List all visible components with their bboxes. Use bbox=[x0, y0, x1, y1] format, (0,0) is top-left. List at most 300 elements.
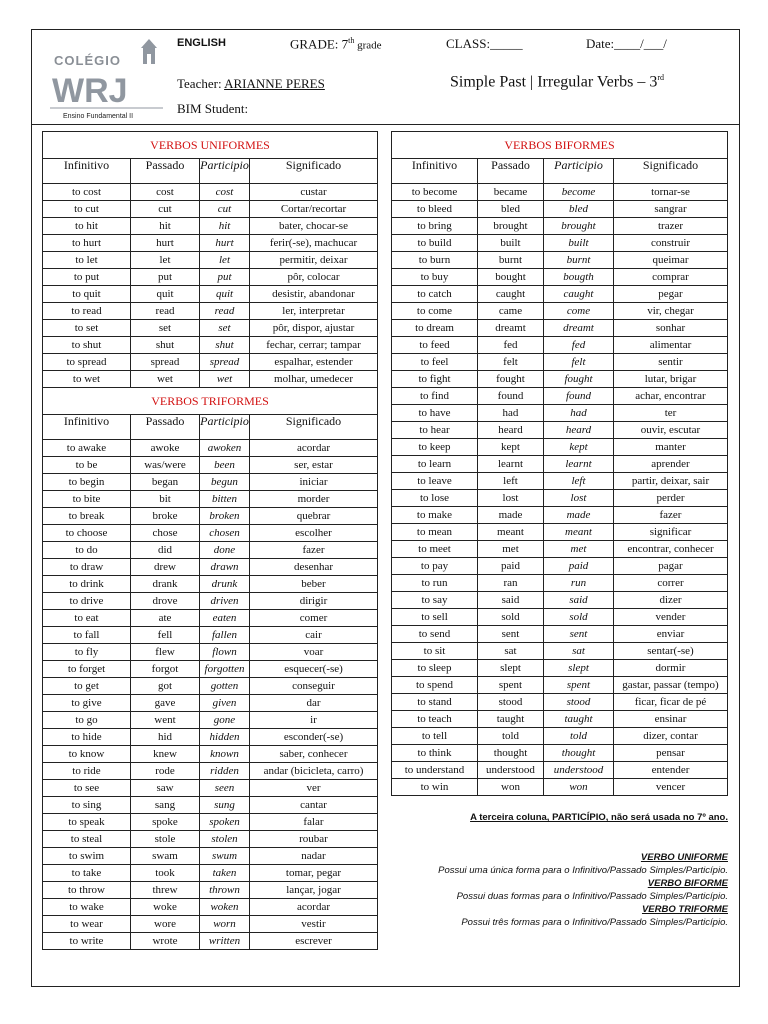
column-header: Passado bbox=[131, 159, 200, 184]
teacher-label: Teacher: ARIANNE PERES bbox=[177, 76, 325, 91]
verb-row bbox=[43, 882, 378, 899]
past-cell: drank bbox=[131, 576, 200, 593]
infinitive-cell: to quit bbox=[43, 286, 131, 303]
meaning-cell: dormir bbox=[614, 660, 728, 677]
past-cell: felt bbox=[478, 354, 544, 371]
column-header: Participio bbox=[544, 159, 614, 184]
meaning-cell: dizer, contar bbox=[614, 728, 728, 745]
infinitive-cell: to go bbox=[43, 712, 131, 729]
participle-cell: begun bbox=[200, 474, 250, 491]
participle-cell: written bbox=[200, 933, 250, 950]
infinitive-cell: to tell bbox=[392, 728, 478, 745]
infinitive-cell: to leave bbox=[392, 473, 478, 490]
past-cell: told bbox=[478, 728, 544, 745]
verb-row bbox=[392, 354, 728, 371]
column-header-row bbox=[43, 159, 378, 184]
verb-row bbox=[43, 184, 378, 201]
note-uniforme-heading: VERBO UNIFORME bbox=[640, 852, 728, 863]
verb-row bbox=[392, 201, 728, 218]
verb-row bbox=[43, 593, 378, 610]
past-cell: wet bbox=[131, 371, 200, 388]
participle-cell: sold bbox=[544, 609, 614, 626]
infinitive-cell: to think bbox=[392, 745, 478, 762]
meaning-cell: dirigir bbox=[250, 593, 378, 610]
past-cell: drew bbox=[131, 559, 200, 576]
participle-cell: won bbox=[544, 779, 614, 796]
meaning-cell: acordar bbox=[250, 440, 378, 457]
past-cell: was/were bbox=[131, 457, 200, 474]
verb-row bbox=[43, 712, 378, 729]
section-title: VERBOS UNIFORMES bbox=[43, 132, 378, 159]
participle-cell: dreamt bbox=[544, 320, 614, 337]
meaning-cell: comprar bbox=[614, 269, 728, 286]
infinitive-cell: to ride bbox=[43, 763, 131, 780]
meaning-cell: pagar bbox=[614, 558, 728, 575]
participle-cell: built bbox=[544, 235, 614, 252]
participle-cell: taken bbox=[200, 865, 250, 882]
infinitive-cell: to keep bbox=[392, 439, 478, 456]
verb-row bbox=[43, 644, 378, 661]
verb-row bbox=[392, 779, 728, 796]
infinitive-cell: to bleed bbox=[392, 201, 478, 218]
past-cell: read bbox=[131, 303, 200, 320]
past-cell: cut bbox=[131, 201, 200, 218]
column-header-row bbox=[392, 159, 728, 184]
participle-cell: chosen bbox=[200, 525, 250, 542]
participle-cell: hurt bbox=[200, 235, 250, 252]
verb-row bbox=[392, 626, 728, 643]
verb-row bbox=[43, 508, 378, 525]
participle-cell: meant bbox=[544, 524, 614, 541]
participle-cell: cut bbox=[200, 201, 250, 218]
meaning-cell: pôr, dispor, ajustar bbox=[250, 320, 378, 337]
past-cell: ran bbox=[478, 575, 544, 592]
past-cell: threw bbox=[131, 882, 200, 899]
verb-row bbox=[392, 371, 728, 388]
verb-row bbox=[392, 592, 728, 609]
meaning-cell: desenhar bbox=[250, 559, 378, 576]
past-cell: brought bbox=[478, 218, 544, 235]
infinitive-cell: to sleep bbox=[392, 660, 478, 677]
meaning-cell: esconder(-se) bbox=[250, 729, 378, 746]
infinitive-cell: to get bbox=[43, 678, 131, 695]
teacher-name: ARIANNE PERES bbox=[224, 76, 325, 91]
past-cell: shut bbox=[131, 337, 200, 354]
note-triforme-text: Possui três formas para o Infinitivo/Passado Simples/Particípio. bbox=[461, 917, 728, 928]
meaning-cell: comer bbox=[250, 610, 378, 627]
meaning-cell: dar bbox=[250, 695, 378, 712]
participle-cell: gotten bbox=[200, 678, 250, 695]
participle-cell: fallen bbox=[200, 627, 250, 644]
infinitive-cell: to sing bbox=[43, 797, 131, 814]
past-cell: put bbox=[131, 269, 200, 286]
column-header: Significado bbox=[250, 159, 378, 184]
meaning-cell: quebrar bbox=[250, 508, 378, 525]
participle-cell: spent bbox=[544, 677, 614, 694]
meaning-cell: custar bbox=[250, 184, 378, 201]
participle-cell: slept bbox=[544, 660, 614, 677]
verb-row bbox=[43, 354, 378, 371]
meaning-cell: significar bbox=[614, 524, 728, 541]
infinitive-cell: to read bbox=[43, 303, 131, 320]
column-header: Significado bbox=[614, 159, 728, 184]
verb-row bbox=[392, 524, 728, 541]
meaning-cell: lutar, brigar bbox=[614, 371, 728, 388]
past-cell: flew bbox=[131, 644, 200, 661]
meaning-cell: manter bbox=[614, 439, 728, 456]
verb-row bbox=[43, 303, 378, 320]
verb-row bbox=[43, 235, 378, 252]
verb-row bbox=[43, 814, 378, 831]
meaning-cell: conseguir bbox=[250, 678, 378, 695]
past-cell: spread bbox=[131, 354, 200, 371]
verb-row bbox=[43, 746, 378, 763]
participle-cell: said bbox=[544, 592, 614, 609]
meaning-cell: molhar, umedecer bbox=[250, 371, 378, 388]
past-cell: left bbox=[478, 473, 544, 490]
past-cell: knew bbox=[131, 746, 200, 763]
infinitive-cell: to dream bbox=[392, 320, 478, 337]
verb-row bbox=[43, 933, 378, 950]
verb-row bbox=[43, 201, 378, 218]
verb-table-biformes bbox=[391, 131, 728, 796]
infinitive-cell: to find bbox=[392, 388, 478, 405]
meaning-cell: gastar, passar (tempo) bbox=[614, 677, 728, 694]
infinitive-cell: to wear bbox=[43, 916, 131, 933]
meaning-cell: queimar bbox=[614, 252, 728, 269]
infinitive-cell: to stand bbox=[392, 694, 478, 711]
meaning-cell: pegar bbox=[614, 286, 728, 303]
participle-cell: set bbox=[200, 320, 250, 337]
meaning-cell: partir, deixar, sair bbox=[614, 473, 728, 490]
logo-line1: COLÉGIO bbox=[54, 53, 121, 68]
verb-row bbox=[392, 269, 728, 286]
infinitive-cell: to buy bbox=[392, 269, 478, 286]
past-cell: quit bbox=[131, 286, 200, 303]
participle-cell: sung bbox=[200, 797, 250, 814]
past-cell: sold bbox=[478, 609, 544, 626]
past-cell: hurt bbox=[131, 235, 200, 252]
verb-row bbox=[392, 490, 728, 507]
verb-row bbox=[43, 695, 378, 712]
verb-row bbox=[43, 865, 378, 882]
meaning-cell: sentar(-se) bbox=[614, 643, 728, 660]
infinitive-cell: to teach bbox=[392, 711, 478, 728]
past-cell: bought bbox=[478, 269, 544, 286]
infinitive-cell: to awake bbox=[43, 440, 131, 457]
meaning-cell: ferir(-se), machucar bbox=[250, 235, 378, 252]
column-header: Significado bbox=[250, 415, 378, 440]
infinitive-cell: to steal bbox=[43, 831, 131, 848]
past-cell: wore bbox=[131, 916, 200, 933]
infinitive-cell: to begin bbox=[43, 474, 131, 491]
infinitive-cell: to draw bbox=[43, 559, 131, 576]
participle-cell: paid bbox=[544, 558, 614, 575]
past-cell: won bbox=[478, 779, 544, 796]
infinitive-cell: to build bbox=[392, 235, 478, 252]
infinitive-cell: to wake bbox=[43, 899, 131, 916]
meaning-cell: ficar, ficar de pé bbox=[614, 694, 728, 711]
past-cell: sent bbox=[478, 626, 544, 643]
participle-cell: fed bbox=[544, 337, 614, 354]
participle-cell: stood bbox=[544, 694, 614, 711]
past-cell: made bbox=[478, 507, 544, 524]
infinitive-cell: to mean bbox=[392, 524, 478, 541]
verb-row bbox=[43, 661, 378, 678]
participle-cell: met bbox=[544, 541, 614, 558]
infinitive-cell: to drive bbox=[43, 593, 131, 610]
participle-cell: thought bbox=[544, 745, 614, 762]
verb-row bbox=[392, 507, 728, 524]
meaning-cell: ir bbox=[250, 712, 378, 729]
section-title-row bbox=[392, 132, 728, 159]
past-cell: cost bbox=[131, 184, 200, 201]
infinitive-cell: to put bbox=[43, 269, 131, 286]
infinitive-cell: to fall bbox=[43, 627, 131, 644]
past-cell: lost bbox=[478, 490, 544, 507]
past-cell: had bbox=[478, 405, 544, 422]
verb-row bbox=[392, 320, 728, 337]
participle-cell: sat bbox=[544, 643, 614, 660]
student-field[interactable]: BIM Student: bbox=[177, 101, 249, 116]
verb-row bbox=[392, 711, 728, 728]
infinitive-cell: to see bbox=[43, 780, 131, 797]
meaning-cell: bater, chocar-se bbox=[250, 218, 378, 235]
past-cell: went bbox=[131, 712, 200, 729]
meaning-cell: esquecer(-se) bbox=[250, 661, 378, 678]
verb-table-left bbox=[42, 131, 378, 950]
infinitive-cell: to understand bbox=[392, 762, 478, 779]
participle-cell: driven bbox=[200, 593, 250, 610]
infinitive-cell: to throw bbox=[43, 882, 131, 899]
participle-cell: kept bbox=[544, 439, 614, 456]
past-cell: gave bbox=[131, 695, 200, 712]
verb-row bbox=[43, 797, 378, 814]
note-main: A terceira coluna, PARTICÍPIO, não será usada no 7º ano. bbox=[470, 812, 728, 823]
verb-row bbox=[392, 235, 728, 252]
meaning-cell: morder bbox=[250, 491, 378, 508]
participle-cell: understood bbox=[544, 762, 614, 779]
meaning-cell: aprender bbox=[614, 456, 728, 473]
infinitive-cell: to cut bbox=[43, 201, 131, 218]
past-cell: caught bbox=[478, 286, 544, 303]
column-header: Passado bbox=[478, 159, 544, 184]
meaning-cell: vestir bbox=[250, 916, 378, 933]
verb-row bbox=[392, 745, 728, 762]
past-cell: took bbox=[131, 865, 200, 882]
infinitive-cell: to do bbox=[43, 542, 131, 559]
verb-row bbox=[43, 474, 378, 491]
date-field[interactable]: Date:____/___/ bbox=[586, 36, 667, 51]
verb-row bbox=[43, 371, 378, 388]
verb-row bbox=[43, 576, 378, 593]
infinitive-cell: to cost bbox=[43, 184, 131, 201]
participle-cell: let bbox=[200, 252, 250, 269]
verb-row bbox=[43, 729, 378, 746]
past-cell: met bbox=[478, 541, 544, 558]
infinitive-cell: to bring bbox=[392, 218, 478, 235]
verb-row bbox=[392, 218, 728, 235]
participle-cell: read bbox=[200, 303, 250, 320]
participle-cell: felt bbox=[544, 354, 614, 371]
meaning-cell: desistir, abandonar bbox=[250, 286, 378, 303]
past-cell: ate bbox=[131, 610, 200, 627]
past-cell: spoke bbox=[131, 814, 200, 831]
infinitive-cell: to take bbox=[43, 865, 131, 882]
verb-row bbox=[392, 541, 728, 558]
infinitive-cell: to swim bbox=[43, 848, 131, 865]
meaning-cell: sangrar bbox=[614, 201, 728, 218]
infinitive-cell: to sit bbox=[392, 643, 478, 660]
verb-row bbox=[43, 337, 378, 354]
infinitive-cell: to pay bbox=[392, 558, 478, 575]
verb-row bbox=[392, 660, 728, 677]
participle-cell: heard bbox=[544, 422, 614, 439]
meaning-cell: cantar bbox=[250, 797, 378, 814]
past-cell: stood bbox=[478, 694, 544, 711]
verb-row bbox=[43, 559, 378, 576]
past-cell: heard bbox=[478, 422, 544, 439]
participle-cell: flown bbox=[200, 644, 250, 661]
meaning-cell: perder bbox=[614, 490, 728, 507]
past-cell: wrote bbox=[131, 933, 200, 950]
meaning-cell: ter bbox=[614, 405, 728, 422]
note-biforme-text: Possui duas formas para o Infinitivo/Passado Simples/Particípio. bbox=[456, 891, 728, 902]
past-cell: understood bbox=[478, 762, 544, 779]
meaning-cell: espalhar, estender bbox=[250, 354, 378, 371]
infinitive-cell: to choose bbox=[43, 525, 131, 542]
participle-cell: shut bbox=[200, 337, 250, 354]
participle-cell: quit bbox=[200, 286, 250, 303]
infinitive-cell: to learn bbox=[392, 456, 478, 473]
infinitive-cell: to make bbox=[392, 507, 478, 524]
past-cell: began bbox=[131, 474, 200, 491]
infinitive-cell: to speak bbox=[43, 814, 131, 831]
school-logo bbox=[48, 38, 165, 122]
verb-row bbox=[43, 848, 378, 865]
participle-cell: taught bbox=[544, 711, 614, 728]
column-header: Passado bbox=[131, 415, 200, 440]
participle-cell: drunk bbox=[200, 576, 250, 593]
logo-line2: WRJ bbox=[52, 72, 128, 110]
past-cell: swam bbox=[131, 848, 200, 865]
past-cell: got bbox=[131, 678, 200, 695]
infinitive-cell: to feed bbox=[392, 337, 478, 354]
verb-row bbox=[392, 252, 728, 269]
participle-cell: brought bbox=[544, 218, 614, 235]
past-cell: learnt bbox=[478, 456, 544, 473]
infinitive-cell: to fight bbox=[392, 371, 478, 388]
verb-row bbox=[392, 286, 728, 303]
past-cell: forgot bbox=[131, 661, 200, 678]
participle-cell: worn bbox=[200, 916, 250, 933]
meaning-cell: ver bbox=[250, 780, 378, 797]
meaning-cell: falar bbox=[250, 814, 378, 831]
meaning-cell: beber bbox=[250, 576, 378, 593]
meaning-cell: cair bbox=[250, 627, 378, 644]
infinitive-cell: to give bbox=[43, 695, 131, 712]
infinitive-cell: to sell bbox=[392, 609, 478, 626]
past-cell: let bbox=[131, 252, 200, 269]
past-cell: taught bbox=[478, 711, 544, 728]
verb-row bbox=[43, 899, 378, 916]
participle-cell: told bbox=[544, 728, 614, 745]
participle-cell: left bbox=[544, 473, 614, 490]
participle-cell: stolen bbox=[200, 831, 250, 848]
meaning-cell: vir, chegar bbox=[614, 303, 728, 320]
verb-row bbox=[392, 609, 728, 626]
past-cell: came bbox=[478, 303, 544, 320]
past-cell: thought bbox=[478, 745, 544, 762]
past-cell: kept bbox=[478, 439, 544, 456]
past-cell: woke bbox=[131, 899, 200, 916]
verb-row bbox=[392, 303, 728, 320]
meaning-cell: sentir bbox=[614, 354, 728, 371]
infinitive-cell: to write bbox=[43, 933, 131, 950]
meaning-cell: ouvir, escutar bbox=[614, 422, 728, 439]
participle-cell: come bbox=[544, 303, 614, 320]
meaning-cell: pôr, colocar bbox=[250, 269, 378, 286]
meaning-cell: trazer bbox=[614, 218, 728, 235]
meaning-cell: tomar, pegar bbox=[250, 865, 378, 882]
verb-row bbox=[43, 269, 378, 286]
infinitive-cell: to let bbox=[43, 252, 131, 269]
past-cell: slept bbox=[478, 660, 544, 677]
meaning-cell: escolher bbox=[250, 525, 378, 542]
past-cell: paid bbox=[478, 558, 544, 575]
infinitive-cell: to feel bbox=[392, 354, 478, 371]
verb-row bbox=[43, 610, 378, 627]
meaning-cell: acordar bbox=[250, 899, 378, 916]
participle-cell: bled bbox=[544, 201, 614, 218]
participle-cell: done bbox=[200, 542, 250, 559]
past-cell: dreamt bbox=[478, 320, 544, 337]
infinitive-cell: to have bbox=[392, 405, 478, 422]
meaning-cell: voar bbox=[250, 644, 378, 661]
class-field[interactable]: CLASS:_____ bbox=[446, 36, 523, 51]
meaning-cell: vender bbox=[614, 609, 728, 626]
past-cell: stole bbox=[131, 831, 200, 848]
verb-row bbox=[392, 439, 728, 456]
verb-row bbox=[43, 780, 378, 797]
infinitive-cell: to set bbox=[43, 320, 131, 337]
note-biforme-heading: VERBO BIFORME bbox=[647, 878, 728, 889]
verb-row bbox=[392, 575, 728, 592]
participle-cell: eaten bbox=[200, 610, 250, 627]
participle-cell: made bbox=[544, 507, 614, 524]
infinitive-cell: to be bbox=[43, 457, 131, 474]
past-cell: sang bbox=[131, 797, 200, 814]
past-cell: set bbox=[131, 320, 200, 337]
meaning-cell: fazer bbox=[250, 542, 378, 559]
participle-cell: hit bbox=[200, 218, 250, 235]
participle-cell: wet bbox=[200, 371, 250, 388]
infinitive-cell: to drink bbox=[43, 576, 131, 593]
participle-cell: put bbox=[200, 269, 250, 286]
infinitive-cell: to forget bbox=[43, 661, 131, 678]
logo-line3: Ensino Fundamental II bbox=[63, 113, 134, 120]
subject-label: ENGLISH bbox=[177, 37, 226, 49]
participle-cell: gone bbox=[200, 712, 250, 729]
participle-cell: seen bbox=[200, 780, 250, 797]
infinitive-cell: to shut bbox=[43, 337, 131, 354]
infinitive-cell: to spread bbox=[43, 354, 131, 371]
column-header: Infinitivo bbox=[43, 159, 131, 184]
infinitive-cell: to say bbox=[392, 592, 478, 609]
note-uniforme-text: Possui uma única forma para o Infinitivo/Passado Simples/Particípio. bbox=[438, 865, 728, 876]
participle-cell: spread bbox=[200, 354, 250, 371]
past-cell: did bbox=[131, 542, 200, 559]
